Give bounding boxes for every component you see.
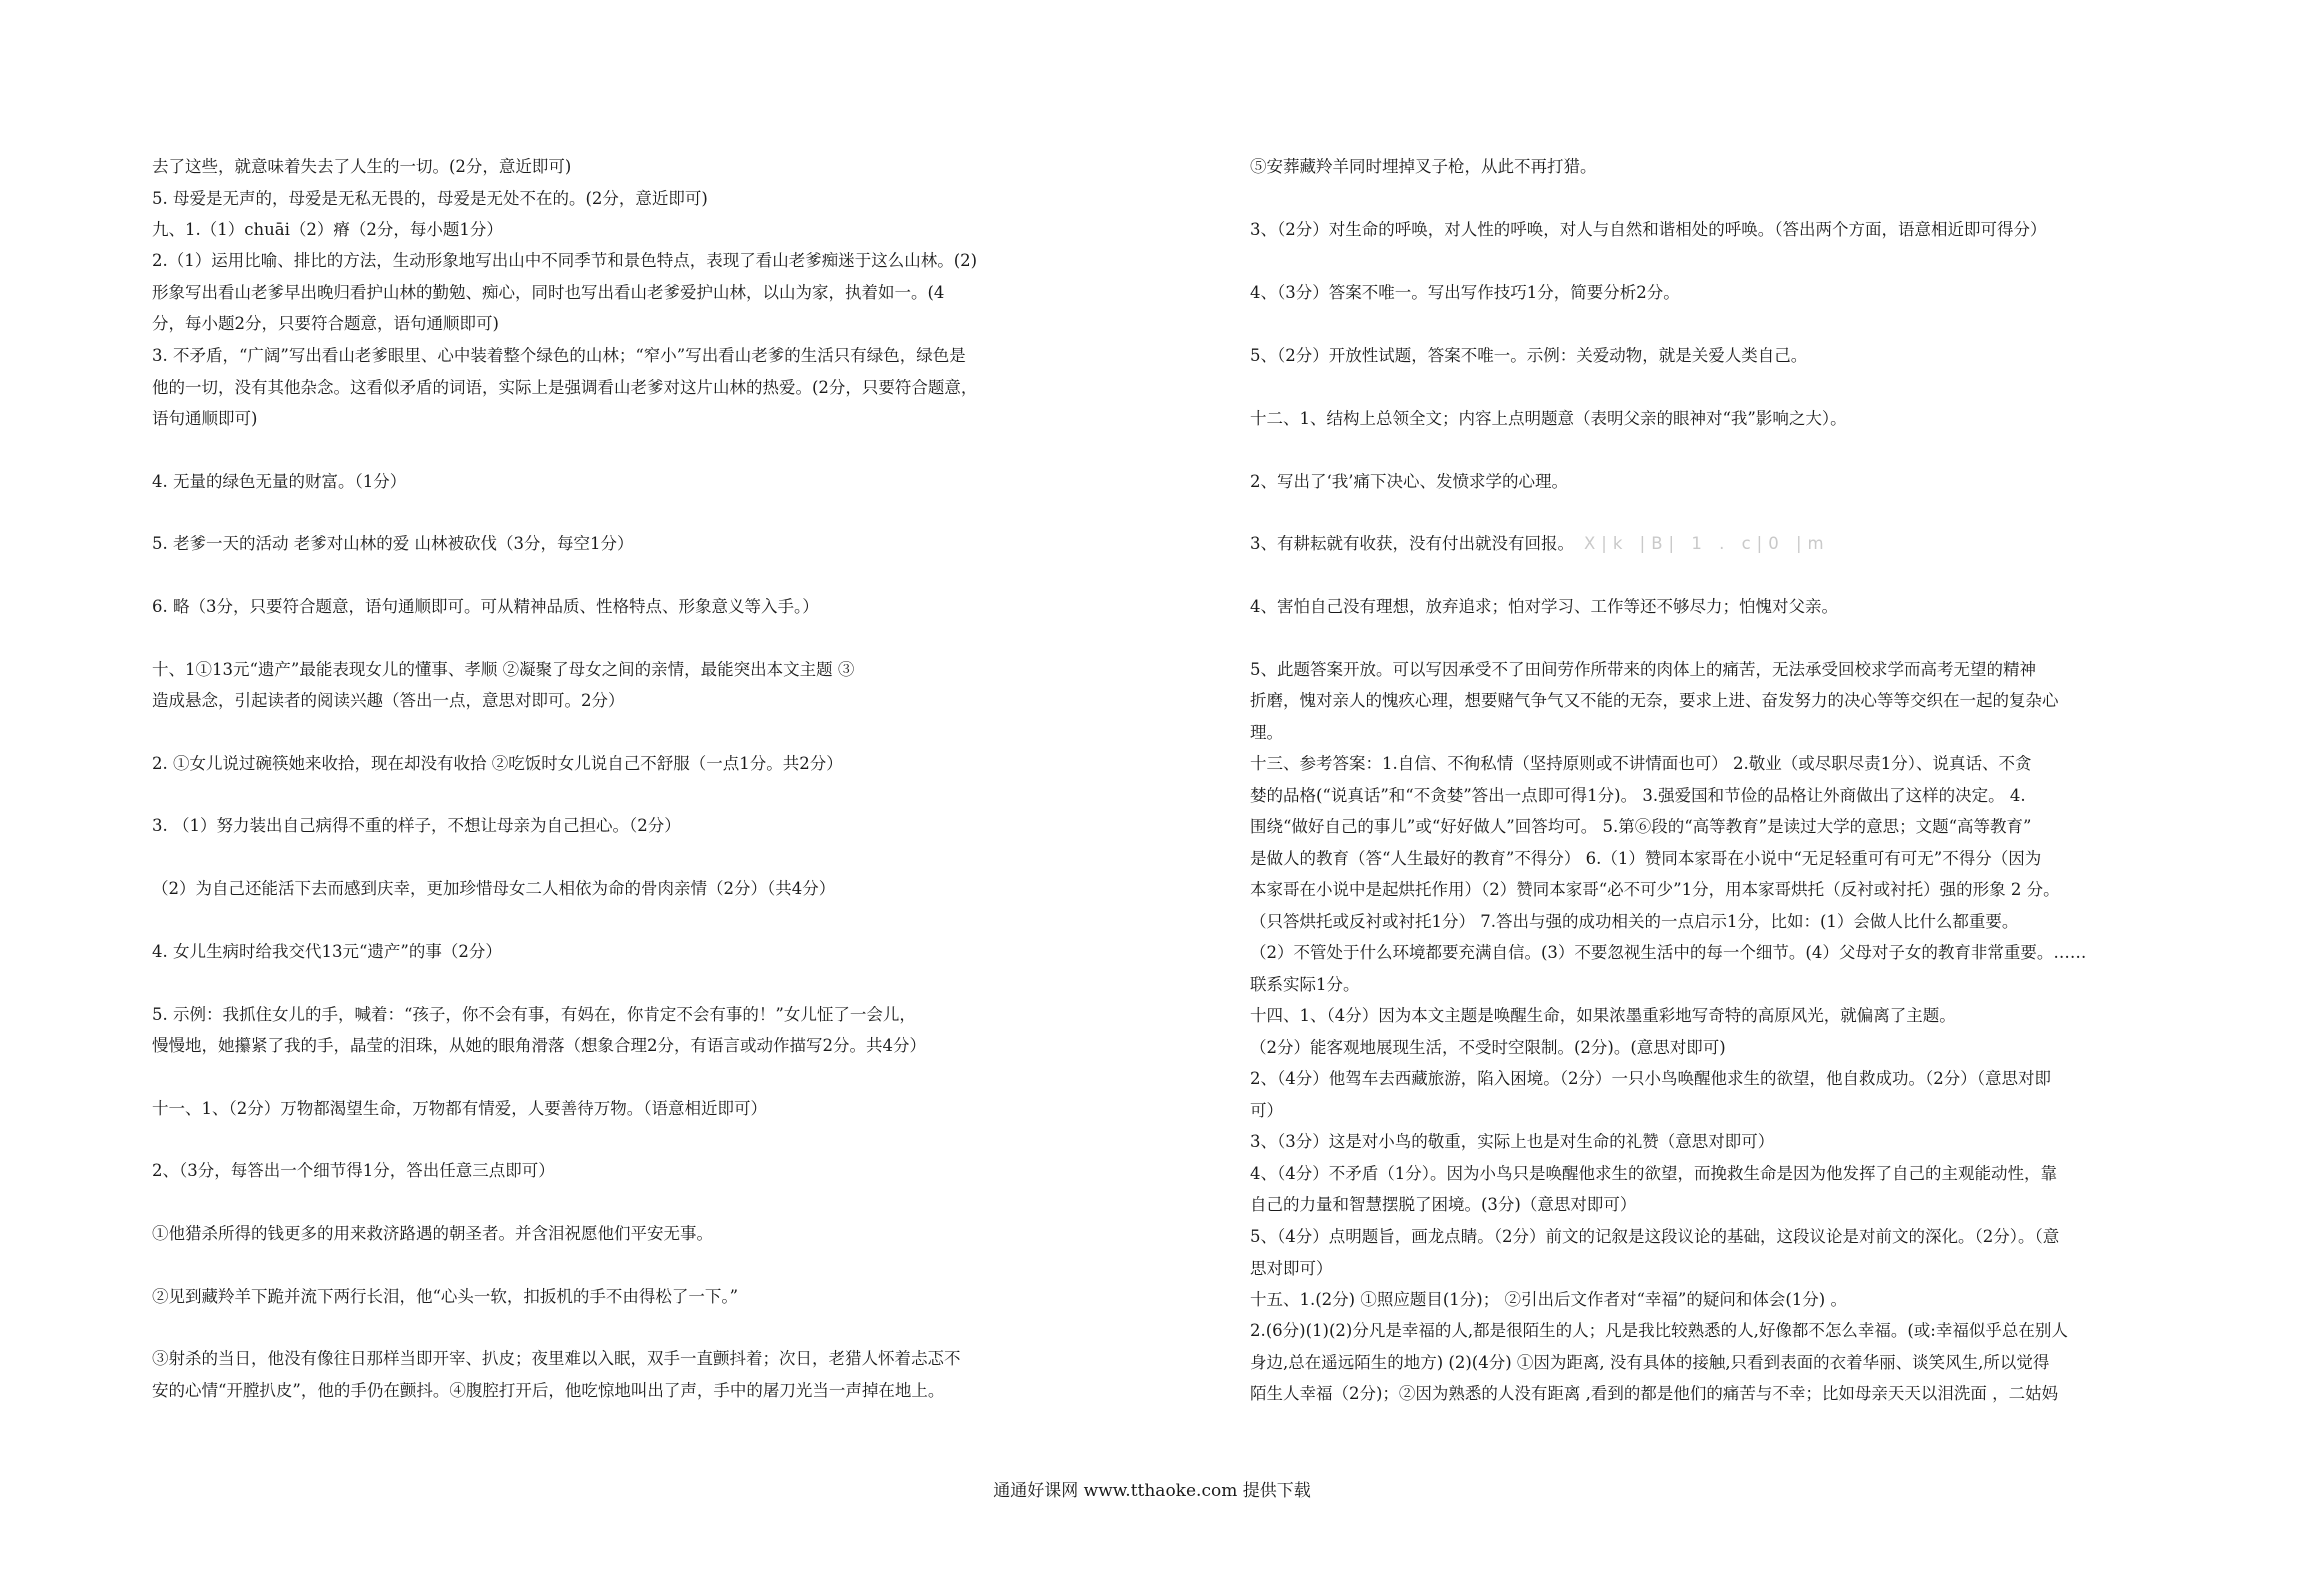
right-column-line: 4、（3分）答案不唯一。写出写作技巧1分，简要分析2分。 xyxy=(1250,283,1680,302)
left-column-line: 慢慢地，她攥紧了我的手，晶莹的泪珠，从她的眼角滑落（想象合理2分，有语言或动作描写2分。共4分） xyxy=(152,1036,926,1055)
left-column-line: ②见到藏羚羊下跪并流下两行长泪，他“心头一软，扣扳机的手不由得松了一下。” xyxy=(152,1287,739,1306)
right-column-line: 5、（4分）点明题旨，画龙点睛。（2分）前文的记叙是这段议论的基础，这段议论是对前文的深化。（2分）。（意 xyxy=(1250,1227,2060,1246)
right-column-line: （2）不管处于什么环境都要充满自信。(3）不要忽视生活中的每一个细节。(4）父母对子女的教育非常重要。…… xyxy=(1250,943,2087,962)
right-column-line: 5、（2分）开放性试题，答案不唯一。示例：关爱动物，就是关爱人类自己。 xyxy=(1250,346,1808,365)
left-column-line: 3. 不矛盾，“广阔”写出看山老爹眼里、心中装着整个绿色的山林；“窄小”写出看山老爹的生活只有绿色，绿色是 xyxy=(152,346,966,365)
left-column-line: ③射杀的当日，他没有像往日那样当即开宰、扒皮；夜里难以入眠，双手一直颤抖着；次日，老猎人怀着忐忑不 xyxy=(152,1349,961,1368)
left-column-line: 2.（1）运用比喻、排比的方法，生动形象地写出山中不同季节和景色特点，表现了看山老爹痴迷于这么山林。(2) xyxy=(152,251,978,270)
right-column-line: 围绕“做好自己的事儿”或“好好做人”回答均可。 5.第⑥段的“高等教育”是读过大学的意思；文题“高等教育” xyxy=(1250,817,2032,836)
right-column-line: 婪的品格(“说真话”和“不贪婪”答出一点即可得1分)。 3.强爱国和节俭的品格让外商做出了这样的决定。 4. xyxy=(1250,786,2026,805)
left-column-line: （2）为自己还能活下去而感到庆幸，更加珍惜母女二人相依为命的骨肉亲情（2分）（共4分） xyxy=(152,879,836,898)
right-column-line: 十三、参考答案：1.自信、不徇私情（坚持原则或不讲情面也可） 2.敬业（或尽职尽责1分）、说真话、不贪 xyxy=(1250,754,2032,773)
left-column-line: 5. 母爱是无声的，母爱是无私无畏的，母爱是无处不在的。(2分，意近即可) xyxy=(152,189,708,208)
left-column-line: 去了这些，就意味着失去了人生的一切。(2分，意近即可) xyxy=(152,157,572,176)
right-column-line: 可） xyxy=(1250,1101,1283,1120)
left-column-line: 他的一切，没有其他杂念。这看似矛盾的词语，实际上是强调看山老爹对这片山林的热爱。(2分，只要符合题意， xyxy=(152,378,978,397)
right-column-line: 3、有耕耘就有收获，没有付出就没有回报。 X|k |B| 1 . c|0 |m xyxy=(1250,534,1830,553)
left-column-line: 4. 无量的绿色无量的财富。（1分） xyxy=(152,472,407,491)
left-column-line: 3. （1）努力装出自己病得不重的样子，不想让母亲为自己担心。（2分） xyxy=(152,816,681,835)
right-column-line: 本家哥在小说中是起烘托作用）（2）赞同本家哥“必不可少”1分，用本家哥烘托（反衬或衬托）强的形象 2 分。 xyxy=(1250,880,2060,899)
right-column-line: 折磨，愧对亲人的愧疚心理，想要赌气争气又不能的无奈，要求上进、奋发努力的决心等等交织在一起的复杂心 xyxy=(1250,691,2059,710)
right-column-line: 是做人的教育（答“人生最好的教育”不得分） 6.（1）赞同本家哥在小说中“无足轻重可有可无”不得分（因为 xyxy=(1250,849,2042,868)
left-column-line: 6. 略（3分，只要符合题意，语句通顺即可。可从精神品质、性格特点、形象意义等入手。） xyxy=(152,597,819,616)
right-column-line: 2、写出了‘我’痛下决心、发愤求学的心理。 xyxy=(1250,472,1568,491)
left-column-line: 4. 女儿生病时给我交代13元“遗产”的事（2分） xyxy=(152,942,502,961)
right-column-line: 思对即可） xyxy=(1250,1259,1333,1278)
right-column-line: 2、（4分）他驾车去西藏旅游，陷入困境。（2分）一只小鸟唤醒他求生的欲望，他自救成功。（2分）（意思对即 xyxy=(1250,1069,2051,1088)
left-column-line: 九、1.（1）chuāi（2）瘠（2分，每小题1分） xyxy=(152,220,503,239)
left-column-line: 语句通顺即可) xyxy=(152,409,258,428)
right-column-line: 2.(6分)(1)(2)分凡是幸福的人,都是很陌生的人；凡是我比较熟悉的人,好像都不怎么幸福。(或:幸福似乎总在别人 xyxy=(1250,1321,2068,1340)
left-column-line: 2、（3分，每答出一个细节得1分，答出任意三点即可） xyxy=(152,1161,555,1180)
watermark: X|k |B| 1 . c|0 |m xyxy=(1584,534,1830,553)
left-column-line: 形象写出看山老爹早出晚归看护山林的勤勉、痴心，同时也写出看山老爹爱护山林，以山为家，执着如一。(4 xyxy=(152,283,945,302)
left-column-line: 十、1①13元“遗产”最能表现女儿的懂事、孝顺 ②凝聚了母女之间的亲情，最能突出本文主题 ③ xyxy=(152,660,855,679)
left-column-line: 2. ①女儿说过碗筷她来收拾，现在却没有收拾 ②吃饭时女儿说自己不舒服（一点1分。共2分） xyxy=(152,754,843,773)
right-column-line: ⑤安葬藏羚羊同时埋掉叉子枪，从此不再打猎。 xyxy=(1250,157,1597,176)
right-column-line: （只答烘托或反衬或衬托1分） 7.答出与强的成功相关的一点启示1分，比如：(1）会做人比什么都重要。 xyxy=(1250,912,2019,931)
left-column-line: 十一、1、（2分）万物都渴望生命，万物都有情爱，人要善待万物。（语意相近即可） xyxy=(152,1099,767,1118)
left-column-line: 分，每小题2分，只要符合题意，语句通顺即可) xyxy=(152,314,499,333)
right-column-line: 3、（2分）对生命的呼唤，对人性的呼唤，对人与自然和谐相处的呼唤。（答出两个方面，语意相近即可得分） xyxy=(1250,220,2047,239)
right-column-line: 十四、1、（4分）因为本文主题是唤醒生命，如果浓墨重彩地写奇特的高原风光，就偏离了主题。 xyxy=(1250,1006,1956,1025)
left-column-line: 安的心情“开膛扒皮”，他的手仍在颤抖。④腹腔打开后，他吃惊地叫出了声，手中的屠刀光当一声掉在地上。 xyxy=(152,1381,945,1400)
right-column-line: 4、害怕自己没有理想，放弃追求；怕对学习、工作等还不够尽力；怕愧对父亲。 xyxy=(1250,597,1838,616)
right-column-line: 5、此题答案开放。可以写因承受不了田间劳作所带来的肉体上的痛苦，无法承受回校求学而高考无望的精神 xyxy=(1250,660,2036,679)
right-column-line: 自己的力量和智慧摆脱了困境。(3分)（意思对即可） xyxy=(1250,1195,1637,1214)
right-column-line: 4、（4分）不矛盾（1分）。因为小鸟只是唤醒他求生的欲望，而挽救生命是因为他发挥了自己的主观能动性，靠 xyxy=(1250,1164,2057,1183)
right-column-line: 联系实际1分。 xyxy=(1250,975,1360,994)
right-column-line: 身边,总在遥远陌生的地方) (2)(4分) ①因为距离, 没有具体的接触,只看到表面的衣着华丽、谈笑风生,所以觉得 xyxy=(1250,1353,2050,1372)
right-column-line: 理。 xyxy=(1250,723,1283,742)
page-footer: 通通好课网 www.tthaoke.com 提供下载 xyxy=(993,1481,1311,1501)
left-column-line: 5. 示例：我抓住女儿的手，喊着：“孩子，你不会有事，有妈在，你肯定不会有事的！”女儿怔了一会儿， xyxy=(152,1005,916,1024)
left-column-line: 5. 老爹一天的活动 老爹对山林的爱 山林被砍伐（3分，每空1分） xyxy=(152,534,634,553)
right-column-line: （2分）能客观地展现生活，不受时空限制。(2分)。(意思对即可) xyxy=(1250,1038,1726,1057)
right-column-line: 十二、1、结构上总领全文；内容上点明题意（表明父亲的眼神对“我”影响之大）。 xyxy=(1250,409,1847,428)
right-column-line: 陌生人幸福（2分)；②因为熟悉的人没有距离 ,看到的都是他们的痛苦与不幸；比如母亲天天以泪洗面 ，二姑妈 xyxy=(1250,1384,2059,1403)
right-column-line: 十五、1.(2分) ①照应题目(1分)； ②引出后文作者对“幸福”的疑问和体会(1分) 。 xyxy=(1250,1290,1847,1309)
left-column-line: ①他猎杀所得的钱更多的用来救济路遇的朝圣者。并含泪祝愿他们平安无事。 xyxy=(152,1224,713,1243)
right-column-line: 3、（3分）这是对小鸟的敬重，实际上也是对生命的礼赞（意思对即可） xyxy=(1250,1132,1775,1151)
left-column-line: 造成悬念，引起读者的阅读兴趣（答出一点，意思对即可。2分） xyxy=(152,691,625,710)
